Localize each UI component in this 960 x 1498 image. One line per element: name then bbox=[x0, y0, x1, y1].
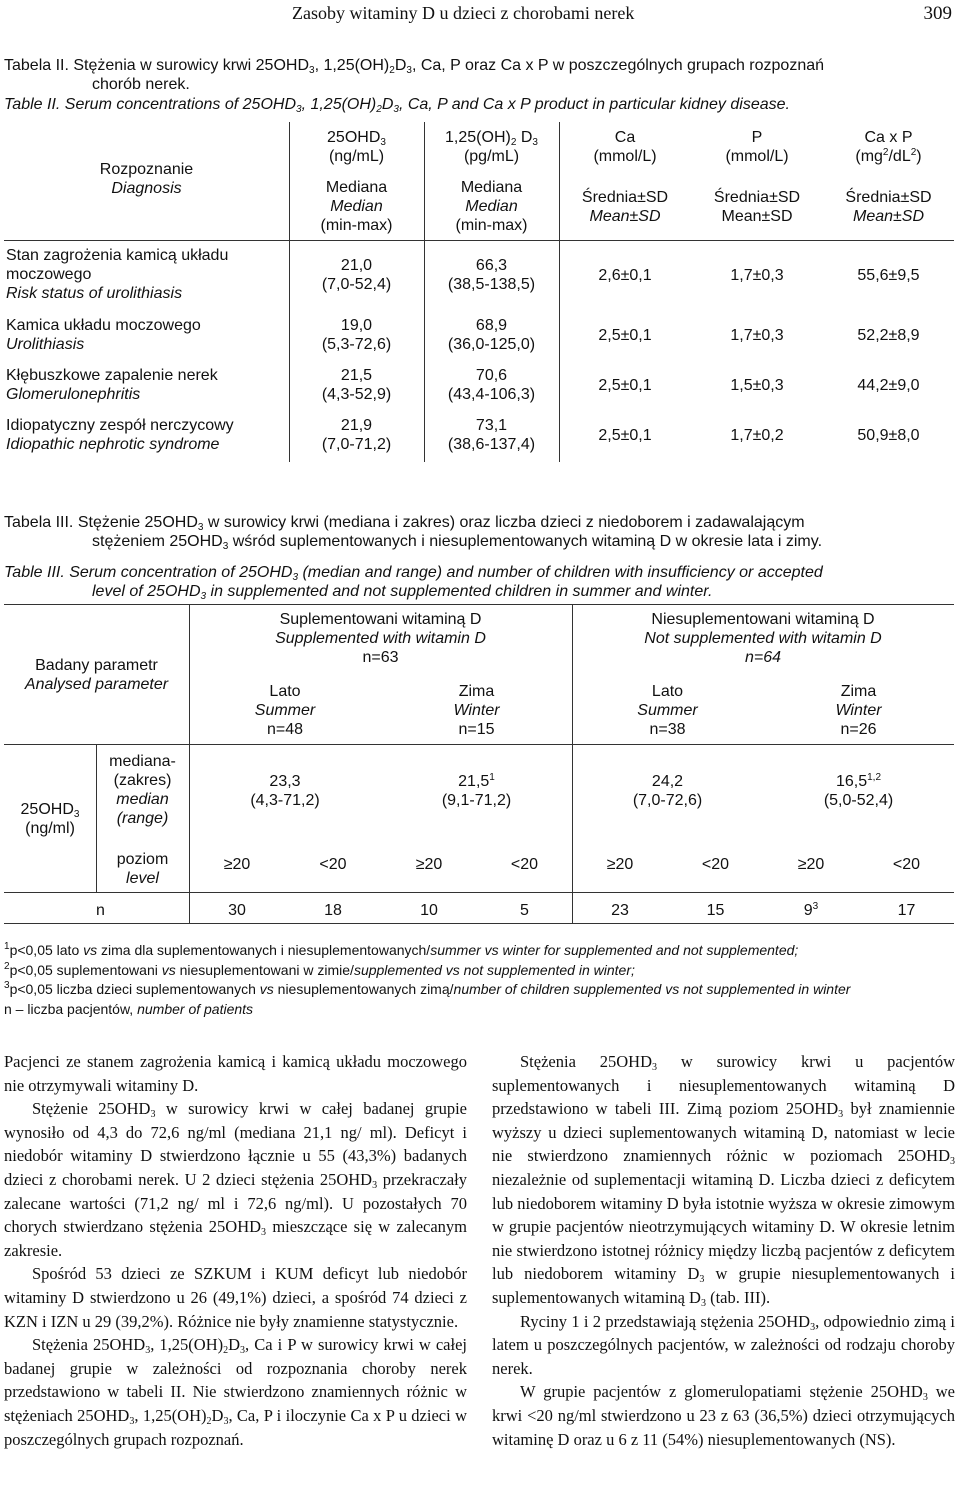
running-title: Zasoby witaminy D u dzieci z chorobami nerek bbox=[292, 3, 635, 23]
median-cell: 16,5$^{1,2}$ (5,0-52,4) bbox=[823, 772, 894, 809]
winter-not-supplemented: Zima Winter n=26 bbox=[835, 683, 882, 738]
param-header: Badany parametr Analysed parameter bbox=[24, 657, 169, 693]
level-cell: <20 bbox=[892, 856, 921, 873]
table3-caption-en: Table III. Serum concentration of $25OHD_3$ (median and range) and number of children with insufficiency or accepted level of $25OHD_3$ in supplemented and not supplemented children in summer and winter. bbox=[4, 564, 823, 602]
count-cell: 10 bbox=[420, 902, 438, 919]
level-label: poziom level bbox=[116, 851, 169, 887]
page-number: 309 bbox=[923, 3, 952, 24]
cell-ca: 2,6±0,1 bbox=[598, 267, 652, 284]
supplemented-header: Suplementowani witaminą D Supplemented with witamin D n=63 bbox=[275, 611, 486, 666]
paragraph: W grupie pacjentów z glomerulopatiami stężenie $25OHD_3$ we krwi <20 ng/ml stwierdzono u 23 z 63 (36,5%) dzieci otrzymujących witaminę D oraz u 6 z 11 (54%) niesuplementowanych (NS). bbox=[492, 1382, 955, 1449]
summer-supplemented: Lato Summer n=48 bbox=[254, 683, 316, 738]
table-row: Stan zagrożenia kamicą układu moczowego Risk status of urolithiasis bbox=[6, 247, 229, 302]
cell-caxp: 50,9±8,0 bbox=[857, 427, 920, 444]
footnote-1: $^1$p<0,05 lato vs zima dla suplementowanych i niesuplementowanych/summer vs winter for supplemented and not supplemented; bbox=[4, 941, 799, 958]
footnote-2: $^2$p<0,05 suplementowani vs niesuplementowani w zimie/supplemented vs not supplemented in winter; bbox=[4, 961, 635, 978]
median-cell: 21,5$^1$ (9,1-71,2) bbox=[441, 772, 512, 809]
cell-ca: 2,5±0,1 bbox=[598, 427, 652, 444]
level-cell: <20 bbox=[510, 856, 539, 873]
n-label: n bbox=[96, 902, 105, 919]
running-header bbox=[0, 0, 960, 34]
footnote-n: n – liczba pacjentów, number of patients bbox=[4, 1001, 254, 1017]
cell-caxp: 55,6±9,5 bbox=[857, 267, 920, 284]
count-cell: 17 bbox=[897, 902, 916, 919]
header-caxp: Ca x P $(mg^2/dL^2)$ Średnia±SD Mean±SD bbox=[845, 129, 932, 225]
table-2 bbox=[4, 122, 954, 462]
cell-125ohd: 68,9 (36,0-125,0) bbox=[447, 317, 536, 353]
paragraph: Spośród 53 dzieci ze SZKUM i KUM deficyt lub niedobór witaminy D stwierdzono u 26 (49,1%) dzieci, a spośród 74 dzieci z KZN i IZN u 29 (39,2%). Różnice nie były znamienne statystycznie. bbox=[4, 1264, 467, 1331]
count-cell: 15 bbox=[706, 902, 725, 919]
level-cell: ≥20 bbox=[797, 856, 825, 873]
not-supplemented-header: Niesuplementowani witaminą D Not supplemented with witamin D n=64 bbox=[644, 611, 882, 666]
level-cell: ≥20 bbox=[415, 856, 443, 873]
median-range-label: mediana- (zakres) median (range) bbox=[109, 753, 176, 827]
level-cell: <20 bbox=[319, 856, 347, 873]
count-cell: 18 bbox=[324, 902, 342, 919]
row-25ohd-label: $25OHD_3$ (ng/ml) bbox=[20, 801, 80, 837]
header-diagnosis: Rozpoznanie Diagnosis bbox=[99, 161, 194, 197]
winter-supplemented: Zima Winter n=15 bbox=[453, 683, 500, 738]
body-right-column bbox=[492, 1050, 955, 1451]
cell-125ohd: 70,6 (43,4-106,3) bbox=[447, 367, 536, 403]
header-25ohd: $25OHD_3$ (ng/mL) Mediana Median (min-max) bbox=[320, 129, 393, 234]
median-cell: 23,3 (4,3-71,2) bbox=[250, 773, 320, 809]
level-cell: ≥20 bbox=[223, 856, 251, 873]
paragraph: Pacjenci ze stanem zagrożenia kamicą i kamicą układu moczowego nie otrzymywali witaminy D. bbox=[4, 1052, 467, 1095]
table2-caption-en: Table II. Serum concentrations of $25OHD_3$, $1,25(OH)_2D_3$, Ca, P and Ca x P product in particular kidney disease. bbox=[4, 96, 790, 115]
cell-caxp: 44,2±9,0 bbox=[857, 377, 920, 394]
median-cell: 24,2 (7,0-72,6) bbox=[632, 773, 703, 809]
paragraph: Stężenie $25OHD_3$ w surowicy krwi w całej badanej grupie wynosiło od 4,3 do 72,6 ng/ml (mediana 21,1 ng/ ml). Deficyt i niedobór witaminy D stwierdzono łącznie u 55 (43,3%) badanych dzieci z chorobami nerek. U 2 dzieci stężenia $25OHD_3$ przekraczały zalecane wartości (71,2 ng/ ml i 72,6 ng/ml). U pozostałych 70 chorych stwierdzano stężenia $25OHD_3$ mieszczące się w zalecanym zakresie. bbox=[4, 1099, 467, 1260]
cell-ca: 2,5±0,1 bbox=[598, 377, 652, 394]
header-ca: Ca (mmol/L) Średnia±SD Mean±SD bbox=[581, 129, 669, 225]
count-cell: $9^3$ bbox=[803, 901, 819, 919]
cell-25ohd: 21,0 (7,0-52,4) bbox=[321, 257, 392, 293]
count-cell: 5 bbox=[520, 902, 529, 919]
cell-p: 1,7±0,3 bbox=[730, 327, 784, 344]
summer-not-supplemented: Lato Summer n=38 bbox=[637, 683, 698, 738]
level-cell: <20 bbox=[701, 856, 730, 873]
paragraph: Ryciny 1 i 2 przedstawiają stężenia $25OHD_3$, odpowiednio zimą i latem u poszczególnych pacjentów, w zależności od rodzaju choroby nerek. bbox=[492, 1311, 956, 1378]
cell-25ohd: 19,0 (5,3-72,6) bbox=[321, 317, 392, 353]
count-cell: 30 bbox=[228, 902, 246, 919]
level-cell: ≥20 bbox=[606, 856, 634, 873]
cell-125ohd: 66,3 (38,5-138,5) bbox=[447, 257, 536, 293]
header-p: P (mmol/L) Średnia±SD Mean±SD bbox=[713, 129, 801, 225]
paragraph: Stężenia $25OHD_3$ w surowicy krwi u pacjentów suplementowanych i niesuplementowanych witaminą D przedstawiono w tabeli III. Zimą poziom $25OHD_3$ był znamiennie wyższy u dzieci suplementowanych witaminą D, natomiast w lecie nie stwierdzono znamiennych różnic w poziomach $25OHD_3$ niezależnie od suplementacji witaminą D. Liczba dzieci z deficytem lub niedoborem witaminy D była istotnie wyższa w okresie zimowym w grupie pacjentów nieotrzymujących witaminy D. W okresie letnim nie stwierdzono istotnej różnicy między liczbą pacjentów z deficytem lub niedoborem witaminy $D_3$ w grupie niesuplementowanych i suplementowanych witaminą $D_3$ (tab. III). bbox=[492, 1052, 955, 1309]
cell-25ohd: 21,5 (4,3-52,9) bbox=[321, 367, 392, 403]
cell-caxp: 52,2±8,9 bbox=[857, 327, 920, 344]
header-125ohd: $1,25(OH)_2$ $D_3$ (pg/mL) Mediana Median (min-max) bbox=[445, 129, 538, 234]
cell-25ohd: 21,9 (7,0-71,2) bbox=[321, 417, 392, 453]
table-3 bbox=[4, 604, 954, 924]
table3-caption-pl: Tabela III. Stężenie $25OHD_3$ w surowicy krwi (mediana i zakres) oraz liczba dzieci z niedoborem i zadawalającym stężeniem $25OHD_3$ wśród suplementowanych i niesuplementowanych witaminą D w okresie lata i zimy. bbox=[4, 514, 823, 552]
cell-ca: 2,5±0,1 bbox=[598, 327, 652, 344]
cell-125ohd: 73,1 (38,6-137,4) bbox=[447, 417, 536, 453]
table-row: Idiopatyczny zespół nerczycowy Idiopathic nephrotic syndrome bbox=[6, 417, 234, 453]
paragraph: Stężenia $25OHD_3$, $1,25(OH)_2D_3$, Ca i P w surowicy krwi w całej badanej grupie w zależności od rozpoznania choroby nerek przedstawiono w tabeli II. Nie stwierdzono znamiennych różnic w stężeniach $25OHD_3$, $1,25(OH)_2D_3$, Ca, P i iloczynie Ca x P u dzieci w poszczególnych grupach rozpoznań. bbox=[4, 1335, 467, 1449]
cell-p: 1,7±0,3 bbox=[730, 267, 784, 284]
footnote-3: $^3$p<0,05 liczba dzieci suplementowanych vs niesuplementowanych zimą/number of children supplemented vs not supplemented in winter bbox=[4, 980, 851, 997]
table-row: Kamica układu moczowego Urolithiasis bbox=[6, 317, 201, 353]
count-cell: 23 bbox=[611, 902, 629, 919]
cell-p: 1,7±0,2 bbox=[730, 427, 784, 444]
body-left-column bbox=[4, 1050, 467, 1451]
table2-caption-pl: Tabela II. Stężenia w surowicy krwi $25OHD_3$, $1,25(OH)_2D_3$, Ca, P oraz Ca x P w poszczególnych grupach rozpoznań chorób nerek. bbox=[4, 57, 825, 93]
table-row: Kłębuszkowe zapalenie nerek Glomerulonephritis bbox=[6, 367, 218, 403]
cell-p: 1,5±0,3 bbox=[730, 377, 784, 394]
